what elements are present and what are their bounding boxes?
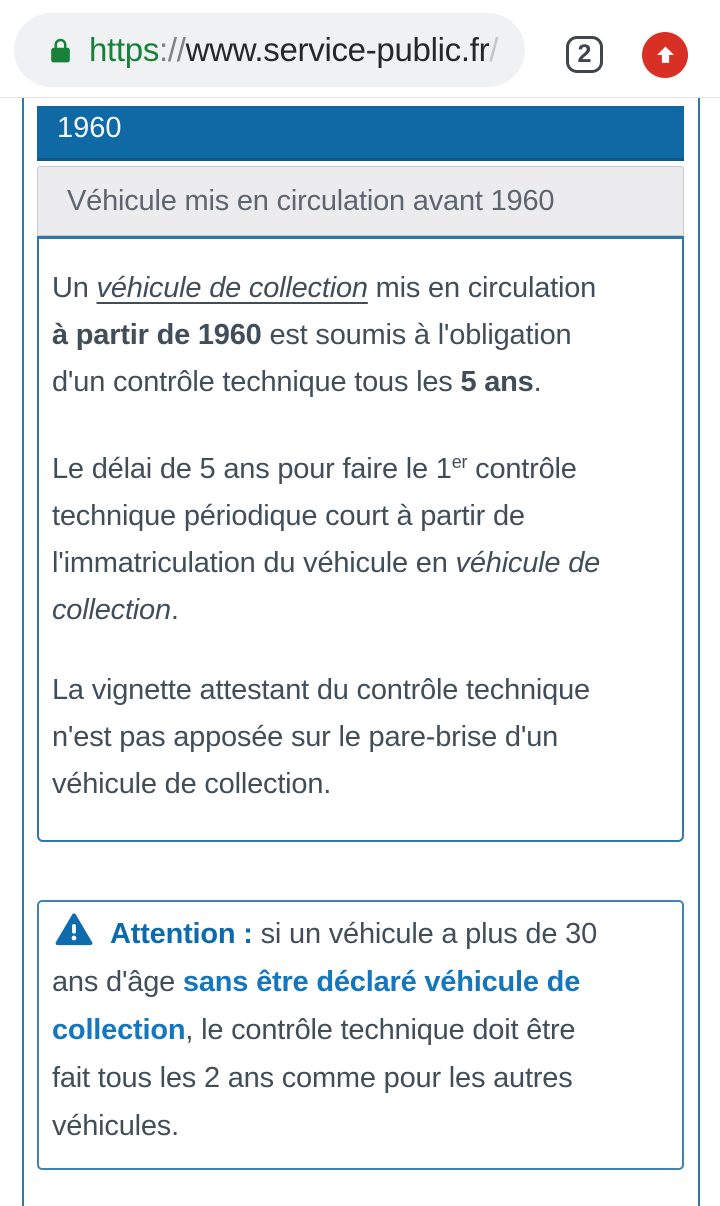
- text: .: [533, 366, 542, 398]
- text: , le contrôle technique doit être: [185, 1014, 576, 1046]
- text-line: [52, 587, 670, 634]
- paragraph-2: [52, 439, 670, 634]
- text-line: [52, 761, 670, 808]
- superscript: er: [451, 452, 468, 472]
- italic-text: véhicule de: [455, 547, 601, 579]
- text: n'est pas apposée sur le pare-brise d'un: [52, 721, 559, 753]
- definition-link-vehicule-de-collection[interactable]: véhicule de collection: [96, 272, 368, 304]
- text-line: [52, 1102, 670, 1150]
- italic-text: collection: [52, 594, 171, 626]
- text-line: [52, 265, 670, 312]
- warning-box: [37, 900, 684, 1170]
- text-line: [52, 1006, 670, 1054]
- browser-update-button[interactable]: [642, 32, 688, 78]
- tab-vehicule-apres-1960[interactable]: [37, 106, 684, 161]
- paragraph-3: [52, 667, 670, 808]
- lock-icon[interactable]: [47, 35, 74, 66]
- attention-label: Attention :: [110, 918, 253, 950]
- text-line: [52, 359, 670, 406]
- text: est soumis à l'obligation: [261, 319, 572, 351]
- text: véhicule de collection.: [52, 768, 332, 800]
- url-separator: ://: [159, 31, 186, 68]
- inactive-tab-label: Véhicule mis en circulation avant 1960: [67, 184, 555, 217]
- paragraph-1: [52, 265, 670, 406]
- text: fait tous les 2 ans comme pour les autres: [52, 1062, 573, 1094]
- text-line: [52, 439, 670, 493]
- text: .: [170, 594, 179, 626]
- text: mis en circulation: [367, 272, 597, 304]
- warning-triangle-icon: [55, 912, 93, 947]
- tabs-container: [22, 98, 700, 1206]
- address-bar[interactable]: [14, 13, 525, 87]
- text: Un: [52, 272, 97, 304]
- text-line: [52, 958, 670, 1006]
- text: l'immatriculation du véhicule en: [52, 547, 456, 579]
- browser-toolbar: [0, 0, 720, 98]
- text-line: [52, 1054, 670, 1102]
- url-truncated-fragment: /: [489, 31, 499, 68]
- tab-vehicule-avant-1960[interactable]: [37, 166, 684, 236]
- tab-switcher-button[interactable]: [566, 36, 603, 73]
- page-content: [0, 98, 720, 1206]
- text: ans d'âge: [52, 966, 183, 998]
- url-host: www.service-public.fr: [185, 31, 490, 68]
- text: si un véhicule a plus de 30: [252, 918, 598, 950]
- tab-count-label: 2: [577, 40, 592, 68]
- text: La vignette attestant du contrôle technique: [52, 674, 590, 706]
- emphasis-blue-text: collection: [52, 1014, 186, 1046]
- text-line: [52, 540, 670, 587]
- text-line: [52, 667, 670, 714]
- url-text: [89, 31, 498, 69]
- text-line: [52, 910, 670, 958]
- tab-panel: [37, 236, 684, 842]
- text: véhicules.: [52, 1110, 179, 1142]
- text: technique périodique court à partir de: [52, 500, 525, 532]
- up-arrow-icon: [652, 42, 679, 69]
- text-line: [52, 714, 670, 761]
- bold-text: à partir de 1960: [52, 319, 262, 351]
- text-line: [52, 312, 670, 359]
- text: contrôle: [467, 453, 577, 485]
- text-line: [52, 493, 670, 540]
- bold-text: 5 ans: [460, 366, 534, 398]
- active-tab-label: 1960: [57, 112, 122, 144]
- emphasis-blue-text: sans être déclaré véhicule de: [182, 966, 581, 998]
- text: Le délai de 5 ans pour faire le 1: [52, 453, 452, 485]
- url-scheme: https: [89, 31, 160, 68]
- text: d'un contrôle technique tous les: [52, 366, 461, 398]
